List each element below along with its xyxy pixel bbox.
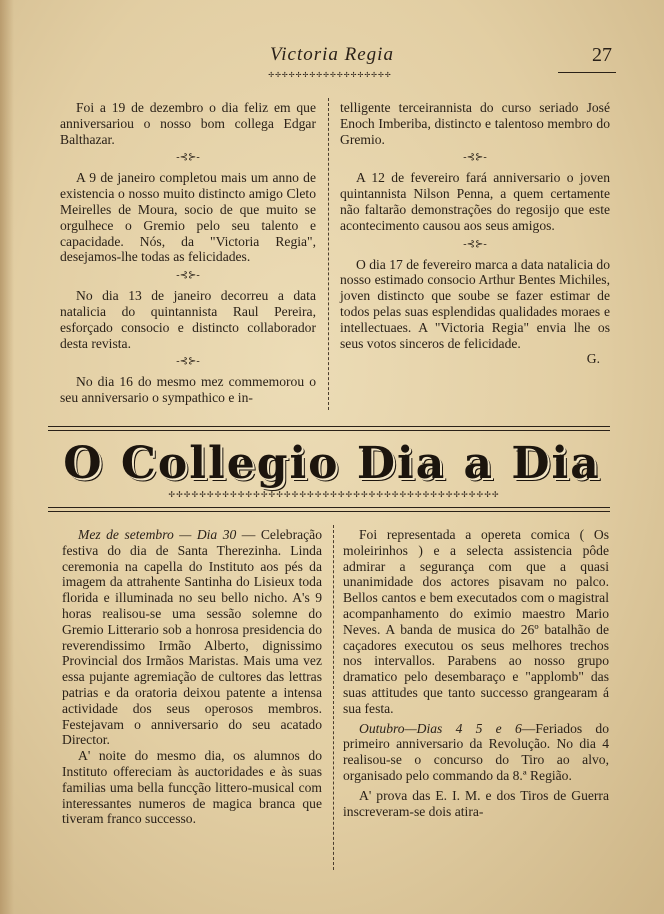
paragraph-text: —Feriados do primeiro anniversario da Revolução. No dia 4 realisou-se o concurso do Tiro ao alvo, organisado pelo commando da 8.ª Região. [343, 720, 609, 783]
paragraph [62, 527, 322, 748]
paragraph [343, 721, 609, 784]
paragraph: telligente terceirannista do curso seriado José Enoch Imberiba, distincto e talentoso membro do Gremio. [340, 100, 610, 147]
page-shadow-edge [0, 0, 14, 914]
date-heading: Outubro—Dias 4 5 e 6 [359, 720, 522, 736]
section-rule-top [48, 426, 610, 431]
bottom-right-column [343, 527, 609, 819]
paragraph: O dia 17 de fevereiro marca a data natalicia do nosso estimado consocio Arthur Bentes Michiles, joven distincto que soube se fazer estimar de todos pelas suas esplendidas qualidades moraes e intellectuaes. A "Victoria Regia" envia lhe os seus votos sinceros de felicidade. [340, 256, 610, 351]
separator-ornament: -⊰⊱- [176, 356, 200, 368]
page-number-rule [558, 72, 616, 73]
separator-ornament: -⊰⊱- [176, 152, 200, 164]
paragraph: A 9 de janeiro completou mais um anno de existencia o nosso muito distincto amigo Cleto Meirelles de Moura, socio de que muito se orgulhece o Gremio pelo seu talento e capacidade. Nós, da "Victoria Regia", desejamos-lhe todas as felicidades. [60, 170, 316, 265]
header-ornament: ✢✢✢✢✢✢✢✢✢✢✢✢✢✢✢✢✢✢ [268, 71, 392, 79]
paragraph: A' noite do mesmo dia, os alumnos do Instituto offereciam às auctoridades e às suas familias uma bella funcção littero-musical com interessantes numeros de magica branca que tiveram franco successo. [62, 748, 322, 827]
page-number: 27 [592, 44, 612, 66]
paragraph: A' prova das E. I. M. e dos Tiros de Guerra inscreveram-se dois atira- [343, 787, 609, 819]
paragraph-text: — Celebração festiva do dia de Santa Therezinha. Linda ceremonia na capella do Instituto aos pés da imagem da attrahente Santinha do Lisieux toda florida e illuminada no seu bello nicho. A's 9 horas realisou-se uma sessão solemne do Gremio Litterario sob a honrosa presidencia do reverendissimo Irmão Alberto, dignissimo Provincial dos Irmãos Maristas. Mais uma vez essa pujante agremiação de cultores das lettras patrias e da oratoria deixou patente a intensa actividade dos seus operosos membros. Festejavam o anniversario do seu acatado Director. [62, 527, 322, 748]
paragraph: Foi representada a opereta comica ( Os moleirinhos ) e a selecta assistencia pôde admirar a segurança com que a quasi unanimidade dos actores pisavam no palco. Bellos cantos e bem executados com o magistral acompanhamento do eximio maestro Mario Neves. A banda de musica do 26º batalhão de caçadores executou os seus melhores trechos nos intervallos. Parabens ao nosso grupo dramatico pelo desembaraço e "applomb" das suas attitudes que tanto successo grangearam á sua festa. [343, 527, 609, 716]
paragraph: No dia 16 do mesmo mez commemorou o seu anniversario o sympathico e in- [60, 374, 316, 406]
paragraph: Foi a 19 de dezembro o dia feliz em que anniversariou o nosso bom collega Edgar Balthazar. [60, 100, 316, 147]
top-right-column [340, 100, 610, 367]
paragraph: No dia 13 de janeiro decorreu a data natalicia do quintannista Raul Pereira, esforçado consocio e distincto collaborador desta revista. [60, 288, 316, 351]
column-divider [328, 98, 329, 410]
separator-ornament: -⊰⊱- [176, 270, 200, 282]
section-rule-bottom [48, 507, 610, 512]
separator-ornament: -⊰⊱- [463, 238, 487, 250]
bottom-left-column [62, 527, 322, 827]
signature: G. [586, 351, 600, 367]
top-left-column [60, 100, 316, 406]
title-ornament: ✢✢✢✢✢✢✢✢✢✢✢✢✢✢✢✢✢✢✢✢✢✢✢✢✢✢✢✢✢✢✢✢✢✢✢✢✢✢✢✢✢✢✢ [168, 490, 500, 499]
column-divider [333, 525, 334, 870]
date-heading: Mez de setembro — Dia 30 [78, 527, 237, 542]
separator-ornament: -⊰⊱- [463, 152, 487, 164]
paragraph: A 12 de fevereiro fará anniversario o joven quintannista Nilson Penna, a quem certamente não faltarão demonstrações do regosijo que este acontecimento causou aos seus amigos. [340, 170, 610, 233]
section-title: O Collegio Dia a Dia [63, 438, 601, 489]
running-title: Victoria Regia [270, 44, 394, 65]
